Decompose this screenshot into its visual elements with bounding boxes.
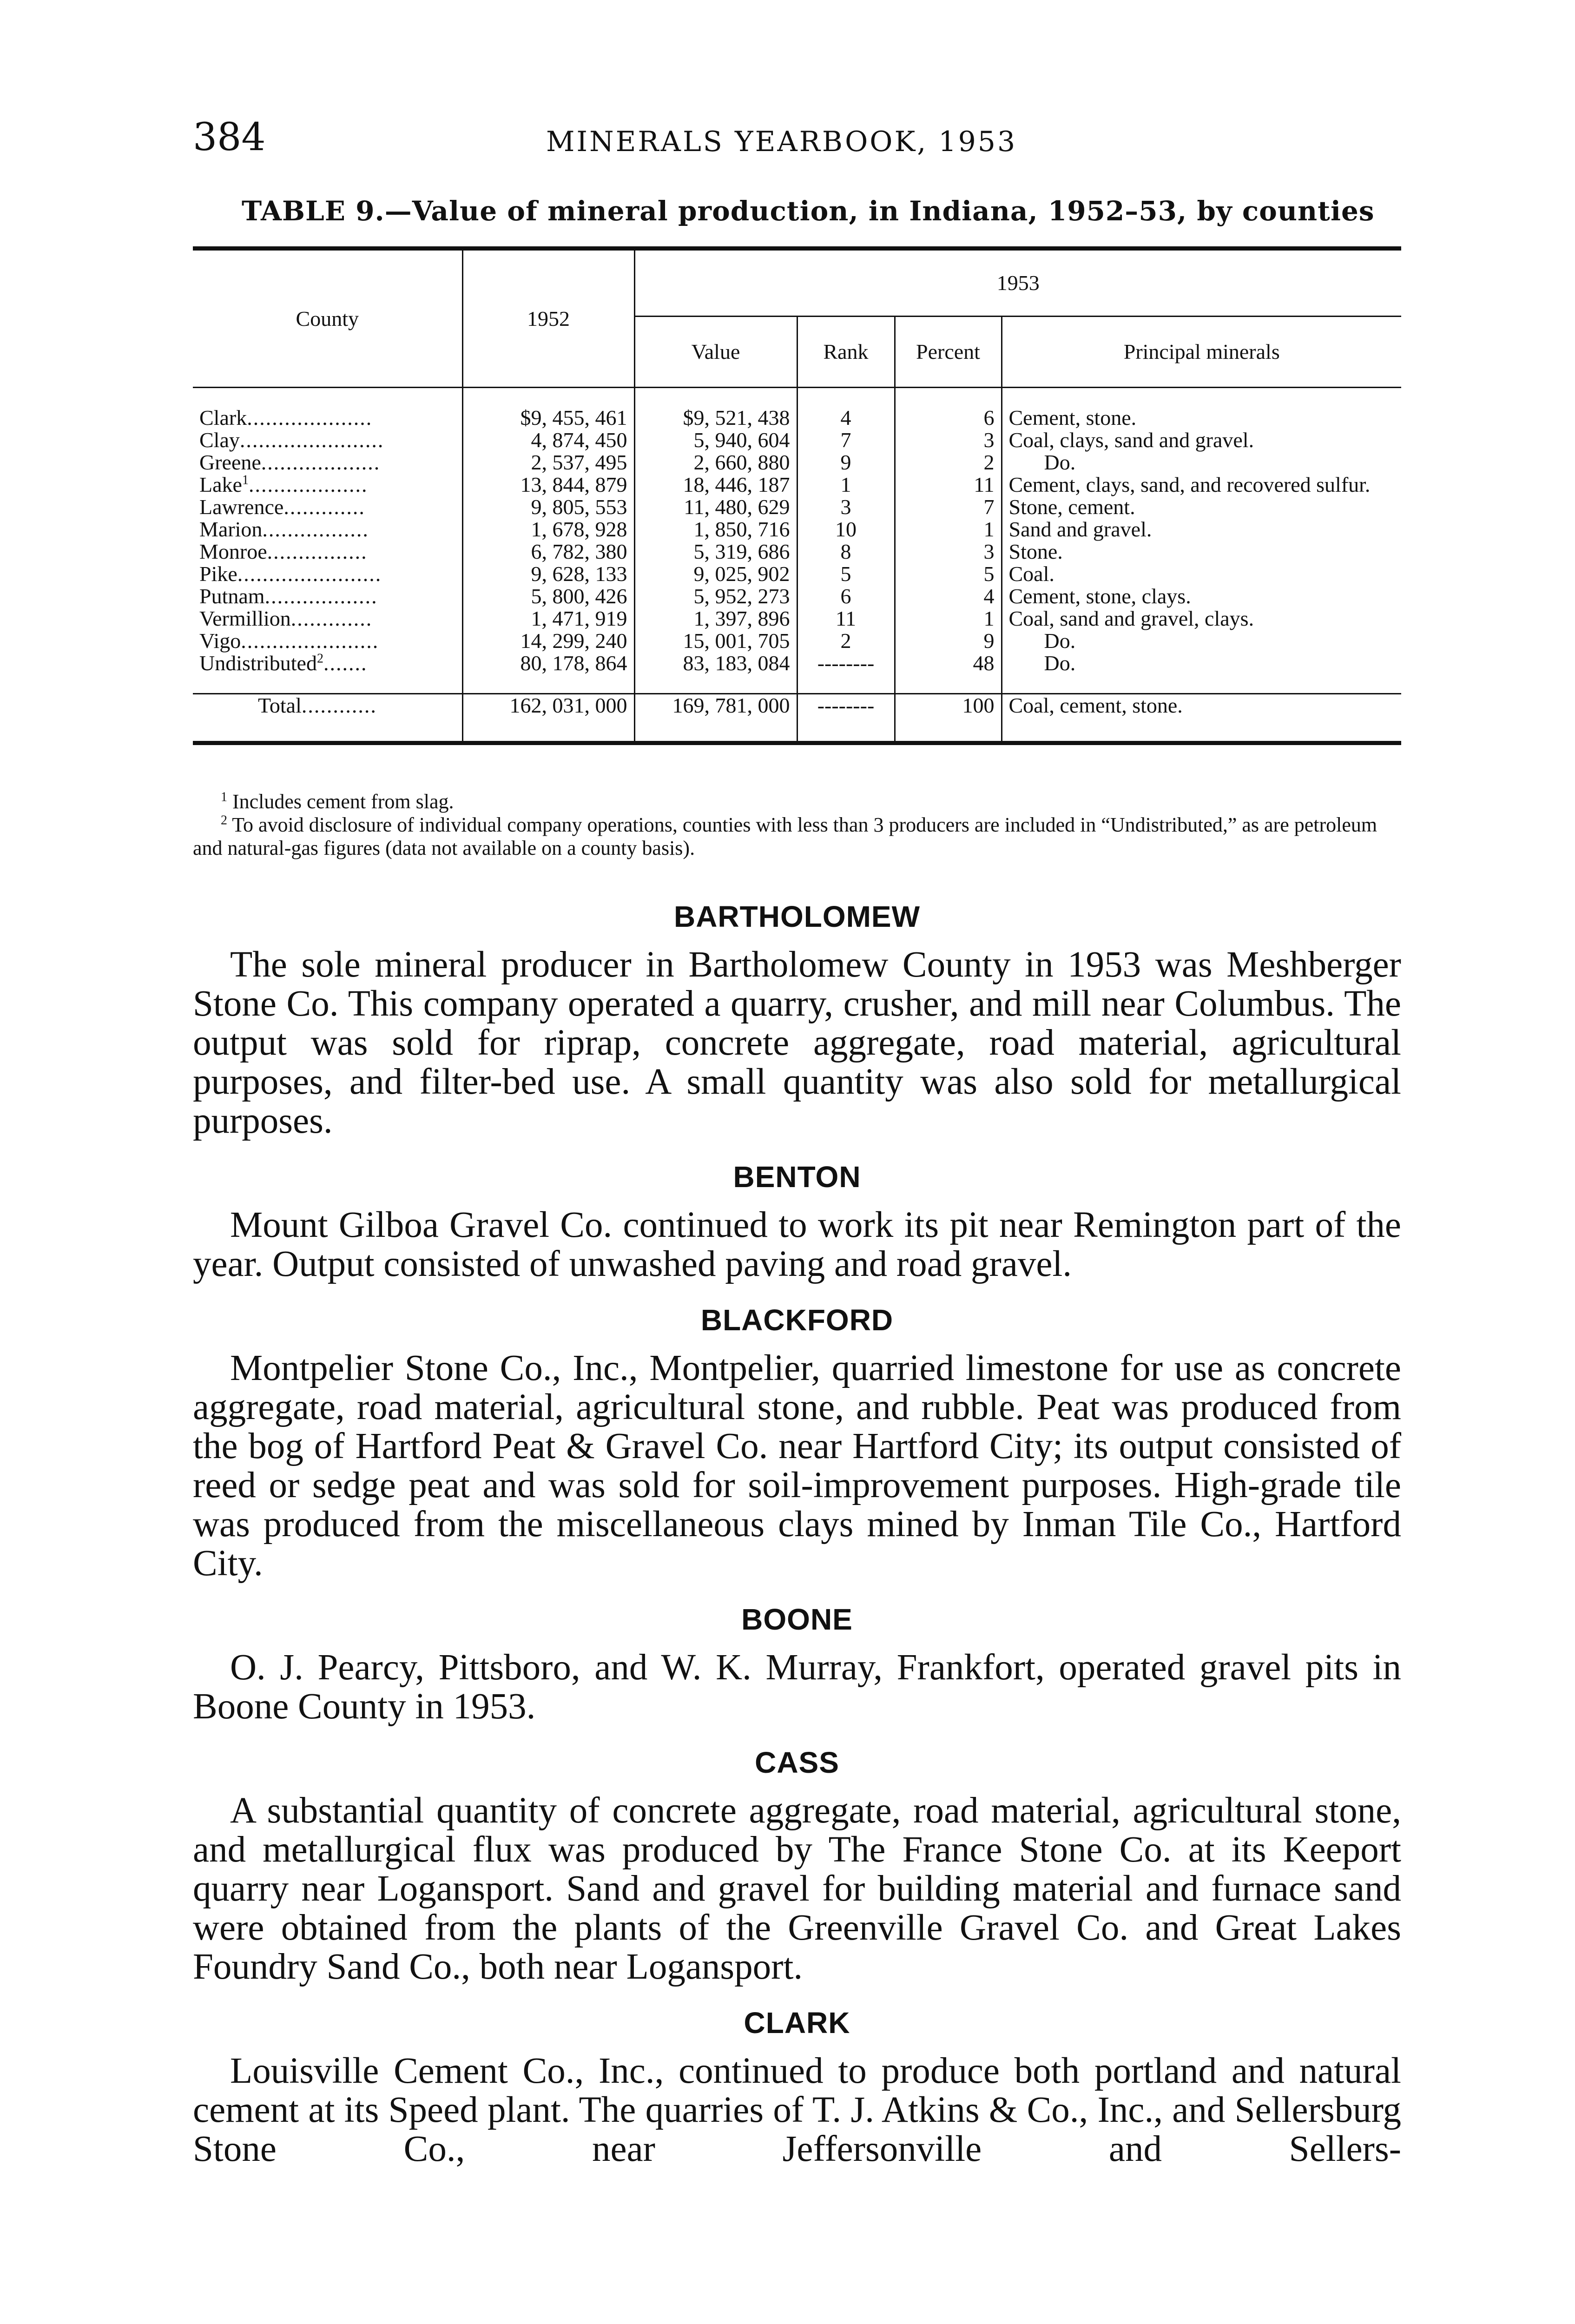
section-heading: BENTON: [733, 1160, 861, 1194]
cell-county: Undistributed$^2$.......: [199, 651, 368, 675]
cell-county: Lake$^1$...................: [199, 473, 368, 496]
cell-rank: --------: [797, 652, 895, 674]
cell-1952: 6, 782, 380: [462, 541, 634, 563]
cell-minerals: Cement, stone, clays.: [1002, 585, 1401, 607]
cell-1953-value: 2, 660, 880: [634, 451, 797, 474]
table-row: [193, 429, 1401, 451]
table-row: [193, 541, 1401, 563]
footnote-ref: 2: [316, 651, 323, 666]
minerals-table: [193, 246, 1401, 745]
cell-1952: 4, 874, 450: [462, 429, 634, 451]
section-paragraph: O. J. Pearcy, Pittsboro, and W. K. Murray, Frankfort, operated gravel pits in Boone County in 1953.: [193, 1647, 1401, 1727]
cell-minerals: Cement, stone.: [1002, 407, 1401, 429]
cell-1952: 2, 537, 495: [462, 451, 634, 474]
cell-1953-value: 1, 850, 716: [634, 518, 797, 541]
cell-total-1952: 162, 031, 000: [462, 694, 634, 743]
journal-title: MINERALS YEARBOOK, 1953: [546, 125, 1017, 158]
section-paragraph: Mount Gilboa Gravel Co. continued to work its pit near Remington part of the year. Output consisted of unwashed paving and road gravel.: [193, 1205, 1401, 1284]
section-heading: BOONE: [741, 1603, 853, 1636]
cell-rank: 5: [797, 563, 895, 585]
cell-percent: 3: [895, 429, 1002, 451]
cell-percent: 6: [895, 407, 1002, 429]
table-row: [193, 407, 1401, 429]
table-row: [193, 474, 1401, 496]
cell-county: Greene...................: [199, 450, 381, 474]
cell-total-label: Total............: [193, 694, 462, 743]
header-1953: 1953: [634, 249, 1401, 317]
cell-percent: 1: [895, 607, 1002, 630]
cell-percent: 3: [895, 541, 1002, 563]
header-value: Value: [634, 317, 797, 388]
cell-total-percent: 100: [895, 694, 1002, 743]
cell-minerals: Coal, sand and gravel, clays.: [1002, 607, 1401, 630]
cell-1953-value: 5, 940, 604: [634, 429, 797, 451]
cell-county: Vermillion.............: [199, 607, 373, 630]
header-county: County: [193, 249, 462, 388]
cell-rank: 4: [797, 407, 895, 429]
cell-rank: 10: [797, 518, 895, 541]
table-total-row: [193, 694, 1401, 743]
cell-minerals: Sand and gravel.: [1002, 518, 1401, 541]
table-caption: TABLE 9.—Value of mineral production, in Indiana, 1952–53, by counties: [242, 195, 1375, 227]
cell-minerals: Coal, clays, sand and gravel.: [1002, 429, 1401, 451]
header-principal-minerals: Principal minerals: [1002, 317, 1401, 388]
page-number: 384: [193, 115, 266, 159]
header-percent: Percent: [895, 317, 1002, 388]
cell-1953-value: 9, 025, 902: [634, 563, 797, 585]
cell-minerals: Do.: [1002, 630, 1401, 652]
section-paragraph: The sole mineral producer in Bartholomew County in 1953 was Meshberger Stone Co. This company operated a quarry, crusher, and mill near Columbus. The output was sold for riprap, concrete aggregate, road material, agricultural purposes, and filter-bed use. A small quantity was also sold for metallurgical purposes.: [193, 944, 1401, 1141]
header-rank: Rank: [797, 317, 895, 388]
cell-percent: 1: [895, 518, 1002, 541]
cell-1952: $9, 455, 461: [462, 407, 634, 429]
running-head: [193, 115, 1401, 166]
cell-minerals: Coal.: [1002, 563, 1401, 585]
cell-rank: 2: [797, 630, 895, 652]
table-row: [193, 518, 1401, 541]
section-paragraph: Montpelier Stone Co., Inc., Montpelier, quarried limestone for use as concrete aggregate, road material, agricultural stone, and rubble. Peat was produced from the bog of Hartford Peat & Gravel Co. near Hartford City; its output consisted of reed or sedge peat and was sold for soil-improvement purposes. High-grade tile was produced from the miscellaneous clays mined by Inman Tile Co., Hartford City.: [193, 1348, 1401, 1584]
cell-1952: 14, 299, 240: [462, 630, 634, 652]
cell-minerals: Do.: [1002, 652, 1401, 674]
cell-rank: 8: [797, 541, 895, 563]
body-text: [193, 892, 1401, 2185]
cell-1953-value: 5, 952, 273: [634, 585, 797, 607]
table-row: [193, 630, 1401, 652]
cell-county: Clark....................: [199, 406, 373, 429]
cell-rank: 7: [797, 429, 895, 451]
cell-total-1953-value: 169, 781, 000: [634, 694, 797, 743]
section-heading: BARTHOLOMEW: [673, 900, 921, 933]
cell-percent: 48: [895, 652, 1002, 674]
cell-rank: 1: [797, 474, 895, 496]
cell-county: Marion.................: [199, 517, 369, 541]
cell-minerals: Cement, clays, sand, and recovered sulfur.: [1002, 474, 1401, 496]
cell-1952: 13, 844, 879: [462, 474, 634, 496]
cell-1953-value: 15, 001, 705: [634, 630, 797, 652]
cell-percent: 2: [895, 451, 1002, 474]
cell-1952: 9, 628, 133: [462, 563, 634, 585]
cell-1953-value: 83, 183, 084: [634, 652, 797, 674]
cell-1952: 80, 178, 864: [462, 652, 634, 674]
cell-rank: 9: [797, 451, 895, 474]
cell-1953-value: 5, 319, 686: [634, 541, 797, 563]
cell-1953-value: 18, 446, 187: [634, 474, 797, 496]
table-row: [193, 451, 1401, 474]
table-row: [193, 607, 1401, 630]
cell-minerals: Do.: [1002, 451, 1401, 474]
cell-county: Monroe................: [199, 540, 368, 563]
table-body: [193, 388, 1401, 743]
cell-percent: 11: [895, 474, 1002, 496]
table-row: [193, 652, 1401, 674]
cell-rank: 6: [797, 585, 895, 607]
cell-1953-value: $9, 521, 438: [634, 407, 797, 429]
cell-rank: 11: [797, 607, 895, 630]
cell-minerals: Stone.: [1002, 541, 1401, 563]
footnote: $^1$ Includes cement from slag.: [221, 790, 454, 813]
minerals-table-wrapper: [193, 246, 1401, 745]
cell-1952: 5, 800, 426: [462, 585, 634, 607]
section-paragraph: Louisville Cement Co., Inc., continued to produce both portland and natural cement at its Speed plant. The quarries of T. J. Atkins & Co., Inc., and Sellersburg Stone Co., near Jeffersonville and Sellers-: [193, 2051, 1401, 2169]
table-row: [193, 585, 1401, 607]
section-heading: CASS: [755, 1746, 839, 1779]
cell-1953-value: 11, 480, 629: [634, 496, 797, 518]
cell-percent: 7: [895, 496, 1002, 518]
cell-county: Pike.......................: [199, 562, 382, 586]
footnote-ref: 1: [242, 473, 249, 488]
cell-county: Vigo......................: [199, 629, 379, 653]
cell-1953-value: 1, 397, 896: [634, 607, 797, 630]
header-1952: 1952: [462, 249, 634, 388]
section-heading: CLARK: [744, 2006, 850, 2040]
cell-1952: 1, 678, 928: [462, 518, 634, 541]
table-row: [193, 496, 1401, 518]
cell-minerals: Stone, cement.: [1002, 496, 1401, 518]
table-row: [193, 563, 1401, 585]
cell-percent: 9: [895, 630, 1002, 652]
table-footnotes: [193, 790, 1401, 860]
cell-total-minerals: Coal, cement, stone.: [1002, 694, 1401, 743]
cell-percent: 4: [895, 585, 1002, 607]
cell-1952: 9, 805, 553: [462, 496, 634, 518]
footnote: $^2$ To avoid disclosure of individual company operations, counties with less than 3 producers are included in “Undistributed,” as are petroleum and natural-gas figures (data not available on a county basis).: [193, 813, 1377, 859]
section-paragraph: A substantial quantity of concrete aggregate, road material, agricultural stone, and metallurgical flux was produced by The France Stone Co. at its Keeport quarry near Logansport. Sand and gravel for building material and furnace sand were obtained from the plants of the Greenville Gravel Co. and Great Lakes Foundry Sand Co., both near Logansport.: [193, 1790, 1401, 1987]
cell-county: Putnam..................: [199, 584, 378, 608]
cell-rank: 3: [797, 496, 895, 518]
cell-total-rank: --------: [797, 694, 895, 743]
cell-percent: 5: [895, 563, 1002, 585]
cell-1952: 1, 471, 919: [462, 607, 634, 630]
cell-county: Clay.......................: [199, 428, 384, 452]
section-heading: BLACKFORD: [700, 1303, 894, 1337]
cell-county: Lawrence.............: [199, 495, 365, 519]
